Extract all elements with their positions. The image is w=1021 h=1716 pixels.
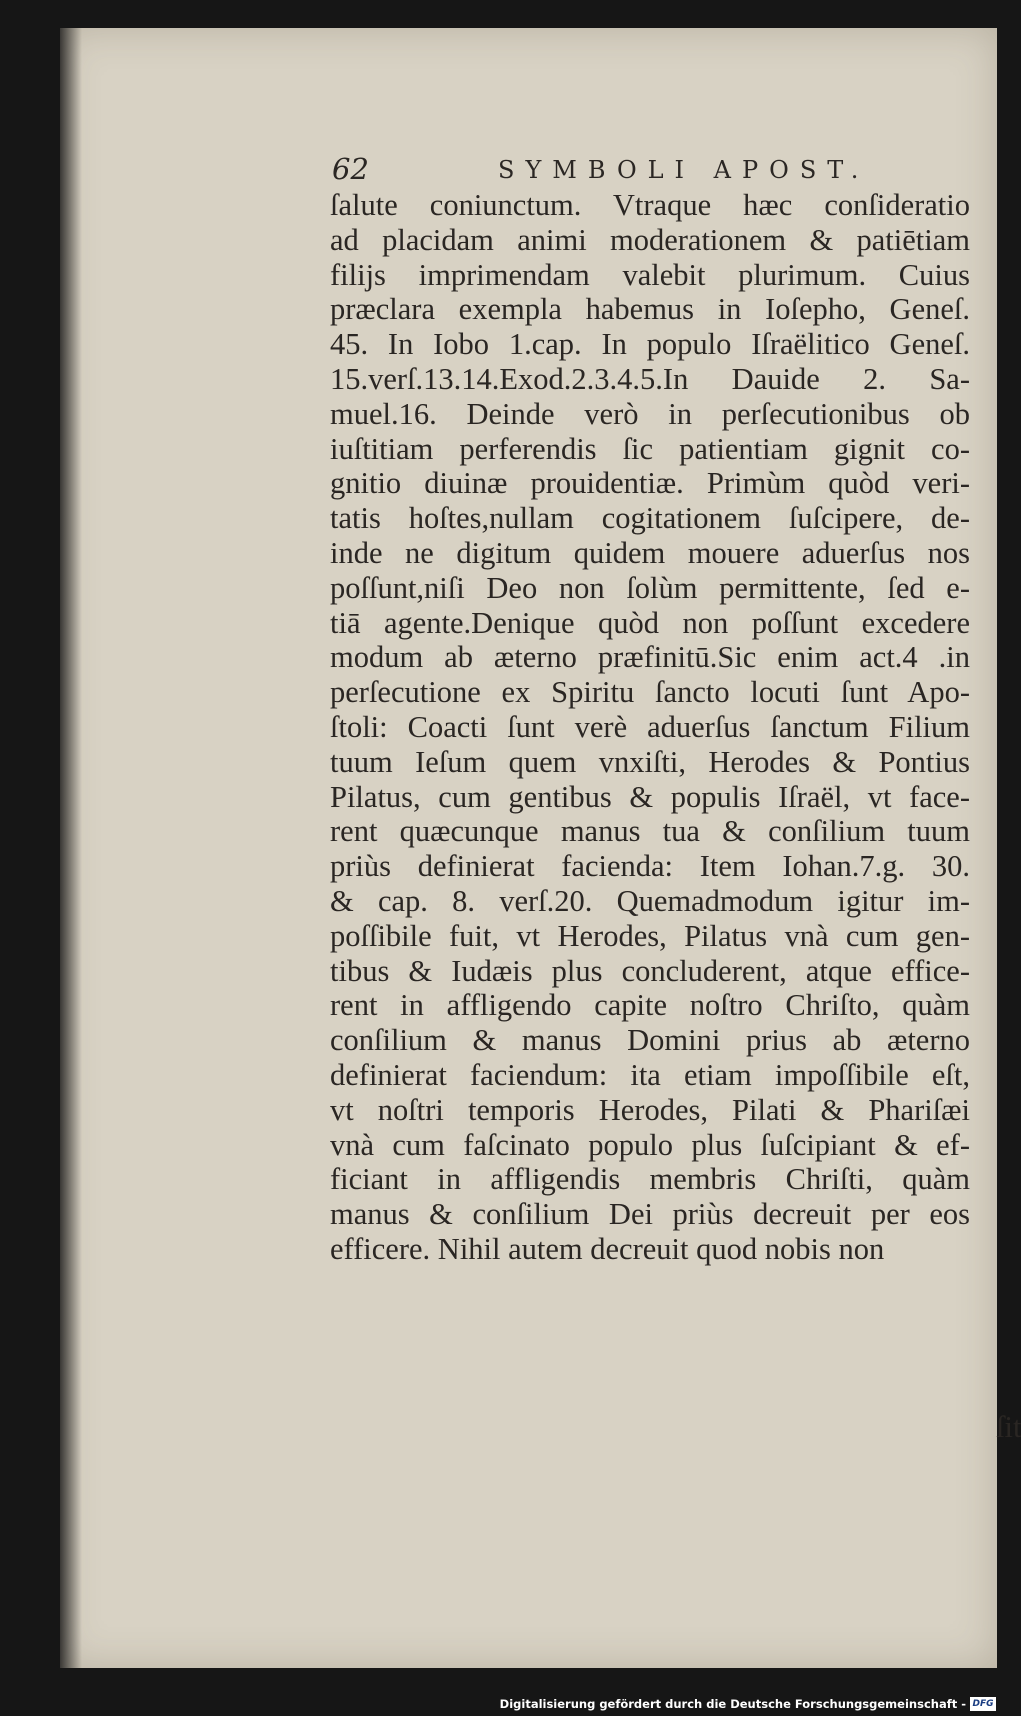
text-line: vnà cum faſcinato populo plus ſuſcipiant & ef- [330,1127,970,1162]
text-line: manus & conſilium Dei priùs decreuit per eos [330,1197,970,1232]
text-line: 15.verſ.13.14.Exod.2.3.4.5.In Dauide 2. Sa- [330,361,970,396]
running-title: SYMBOLI APOST. [498,156,870,184]
text-line: rent quæcunque manus tua & conſilium tuum [330,814,970,849]
text-line: Pilatus, cum gentibus & populis Iſraël, vt face- [330,779,970,814]
page-number: 62 [332,152,369,186]
text-line: tatis hoſtes,nullam cogitationem ſuſcipere, de- [330,501,970,536]
text-line: ad placidam animi moderationem & patiētiam [330,222,970,257]
body-text [330,188,970,1267]
text-line: tuum Ieſum quem vnxiſti, Herodes & Pontius [330,744,970,779]
text-line: gnitio diuinæ prouidentiæ. Primùm quòd veri- [330,466,970,501]
text-line: & cap. 8. verſ.20. Quemadmodum igitur im- [330,883,970,918]
text-line: ſalute coniunctum. Vtraque hæc conſideratio [330,188,970,222]
page-header [332,152,932,192]
text-line: tiā agente.Denique quòd non poſſunt excedere [330,605,970,640]
text-line: modum ab æterno præfinitū.Sic enim act.4 .in [330,640,970,675]
text-line: tibus & Iudæis plus concluderent, atque effice- [330,953,970,988]
text-line: priùs definierat facienda: Item Iohan.7.g. 30. [330,849,970,884]
text-line: perſecutione ex Spiritu ſancto locuti ſunt Apo- [330,675,970,710]
text-line: ſtoli: Coacti ſunt verè aduerſus ſanctum Filium [330,709,970,744]
text-line: poſſunt,niſi Deo non ſolùm permittente, ſed e- [330,570,970,605]
text-line: definierat faciendum: ita etiam impoſſibile eſt, [330,1057,970,1092]
text-line: 45. In Iobo 1.cap. In populo Iſraëlitico Geneſ. [330,327,970,362]
text-line: vt noſtri temporis Herodes, Pilati & Phariſæi [330,1092,970,1127]
catchword: ſit [996,1410,1021,1444]
funding-notice: Digitalisierung gefördert durch die Deutsche Forschungsgemeinschaft - [499,1697,966,1711]
text-line: conſilium & manus Domini prius ab æterno [330,1023,970,1058]
text-line: poſſibile fuit, vt Herodes, Pilatus vnà cum gen- [330,918,970,953]
text-line: præclara exempla habemus in Ioſepho, Geneſ. [330,292,970,327]
text-line: filijs imprimendam valebit plurimum. Cuius [330,257,970,292]
text-line: ficiant in affligendis membris Chriſti, quàm [330,1162,970,1197]
dfg-logo-icon: DFG [970,1697,996,1711]
text-line: efficere. Nihil autem decreuit quod nobis non [330,1231,885,1266]
text-line: iuſtitiam perferendis ſic patientiam gignit co- [330,431,970,466]
text-line: rent in affligendo capite noſtro Chriſto, quàm [330,988,970,1023]
text-line: muel.16. Deinde verò in perſecutionibus ob [330,396,970,431]
scanned-page [60,28,1021,1668]
footer-bar [0,1694,1000,1716]
text-line: inde ne digitum quidem mouere aduerſus nos [330,535,970,570]
